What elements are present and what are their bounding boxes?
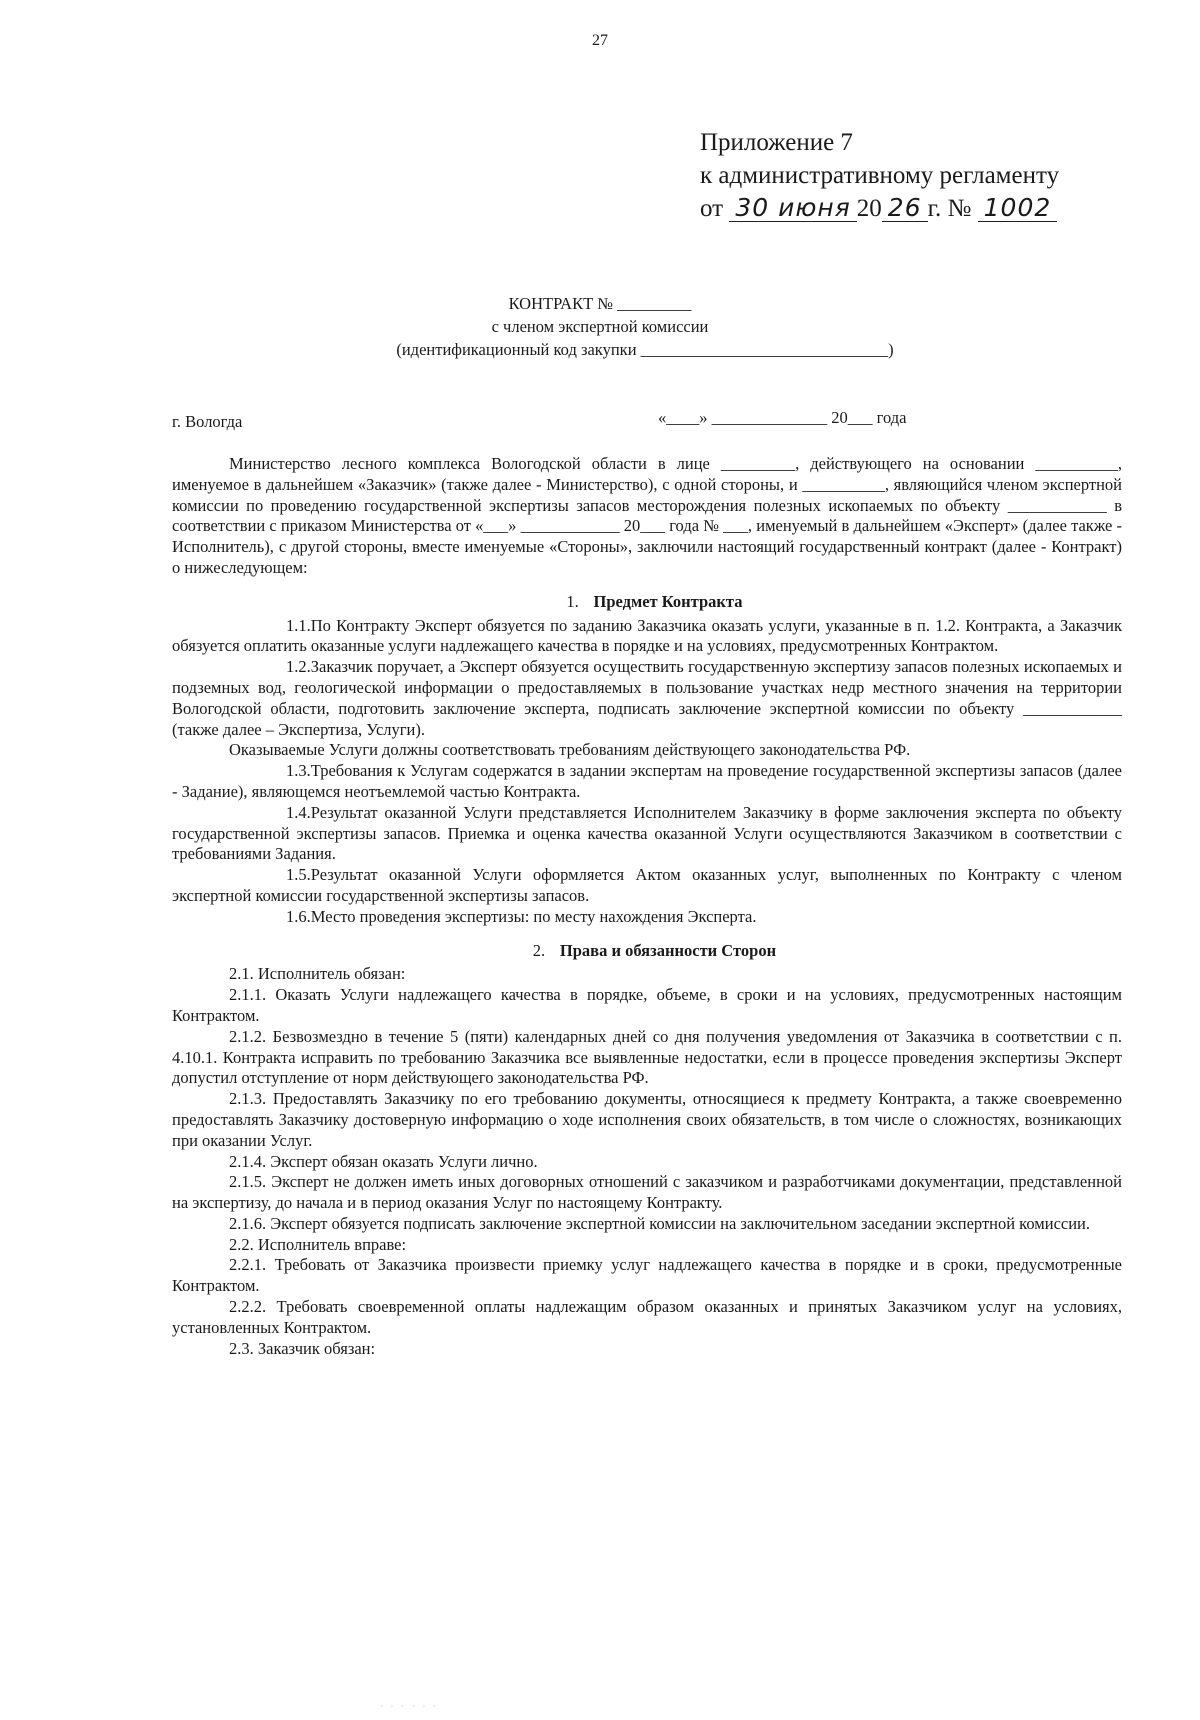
contract-title: КОНТРАКТ № _________ (508, 294, 692, 313)
clause-number: 1.4. (286, 802, 311, 822)
appendix-g-no: г. № (927, 195, 972, 222)
clause-paragraph (172, 657, 1122, 740)
clause-paragraph: 2.1.3. Предоставлять Заказчику по его требованию документы, относящиеся к предмету Контракта, а также своевременно предоставлять Заказчику достоверную информацию о ходе исполнения своих обязательств, в том числе о сложностях, возникающих при оказании Услуг. (172, 1089, 1122, 1150)
clause-text: По Контракту Эксперт обязуется по заданию Заказчика оказать услуги, указанные в п. 1.2. Контракта, а Заказчик обязуется оплатить оказанные услуги надлежащего качества в порядке и на условиях, предусмотренных Контрактом. (172, 615, 1122, 656)
contract-body (172, 454, 1122, 1359)
contract-date: «____» ______________ 20___ года (658, 408, 907, 427)
clause-number: 1.5. (286, 865, 311, 885)
appendix-ot: от (700, 195, 724, 222)
section-1-items (172, 616, 1122, 928)
clause-paragraph (172, 616, 1122, 658)
section-1-title: Предмет Контракта (593, 591, 743, 611)
clause-paragraph (172, 761, 1122, 803)
clause-paragraph (172, 740, 1122, 761)
clause-paragraph: 2.2.2. Требовать своевременной оплаты надлежащим образом оказанных и принятых Заказчиком услуг на условиях, установленных Контрактом. (172, 1297, 1122, 1337)
clause-number: 1.1. (286, 615, 311, 635)
clause-paragraph (172, 907, 1122, 928)
appendix-reference: к административному регламенту (700, 162, 1060, 189)
clause-text: Оказываемые Услуги должны соответствовать требованиям действующего законодательства РФ. (229, 740, 911, 760)
clause-paragraph (172, 803, 1122, 865)
clause-paragraph: 2.1.1. Оказать Услуги надлежащего качества в порядке, объеме, в сроки и на условиях, предусмотренных настоящим Контрактом. (172, 985, 1122, 1025)
clause-text: Результат оказанной Услуги оформляется Актом оказанных услуг, выполненных по Контракту с членом экспертной комиссии государственной экспертизы запасов. (172, 865, 1122, 905)
handwritten-year: 26 (882, 195, 928, 222)
scan-noise: · · · · · · (380, 1702, 439, 1711)
intro-paragraph: Министерство лесного комплекса Вологодской области в лице _________, действующего на основании __________, именуемое в дальнейшем «Заказчик» (также далее - Министерство), с одной стороны, и __________, являющийся членом экспертной комиссии по проведению государственной экспертизы запасов месторождения полезных ископаемых по объекту ____________ в соответствии с приказом Министерства от «___» ____________ 20___ года № ___, именуемый в дальнейшем «Эксперт» (далее также - Исполнитель), с другой стороны, вместе именуемые «Стороны», заключили настоящий государственный контракт (далее - Контракт) о нижеследующем: (172, 454, 1122, 577)
clause-text: Результат оказанной Услуги представляется Исполнителем Заказчику в форме заключения эксперта по объекту государственной экспертизы запасов. Приемка и оценка качества оказанной Услуги осуществляются Заказчиком в соответствии с требованиями Задания. (172, 802, 1122, 864)
section-2-items (172, 964, 1122, 1359)
appendix-block (700, 126, 1059, 225)
section-1-number: 1. (566, 591, 579, 611)
contract-subtitle: с членом экспертной комиссии (491, 317, 709, 336)
handwritten-number: 1002 (978, 195, 1058, 222)
clause-paragraph: 2.1.6. Эксперт обязуется подписать заключение экспертной комиссии на заключительном заседании экспертной комиссии. (229, 1213, 1091, 1233)
section-2-title: Права и обязанности Сторон (559, 940, 777, 960)
clause-text: Требования к Услугам содержатся в задании экспертам на проведение государственной экспертизы запасов (далее - Задание), являющемся неотъемлемой частью Контракта. (172, 761, 1122, 801)
section-2-heading (172, 941, 1122, 962)
page-number: 27 (592, 32, 608, 49)
clause-paragraph: 2.1.4. Эксперт обязан оказать Услуги лично. (229, 1151, 538, 1171)
purchase-id-code: (идентификационный код закупки ______________________________) (396, 340, 894, 359)
clause-paragraph: 2.2.1. Требовать от Заказчика произвести приемку услуг надлежащего качества в порядке и в сроки, предусмотренные Контрактом. (172, 1255, 1122, 1296)
clause-paragraph: 2.1. Исполнитель обязан: (229, 964, 406, 984)
clause-paragraph (172, 865, 1122, 907)
appendix-date-line (700, 192, 1059, 225)
appendix-title: Приложение 7 (700, 129, 853, 156)
handwritten-date: 30 июня (729, 195, 856, 222)
clause-number: 1.2. (286, 657, 311, 677)
clause-paragraph: 2.1.2. Безвозмездно в течение 5 (пяти) календарных дней со дня получения уведомления от Заказчика в соответствии с п. 4.10.1. Контракта исправить по требованию Заказчика все выявленные недостатки, если в процессе проведения экспертизы Эксперт допустил отступление от норм действующего законодательства РФ. (172, 1026, 1122, 1088)
clause-text: Заказчик поручает, а Эксперт обязуется осуществить государственную экспертизу запасов полезных ископаемых и подземных вод, геологической информации о предоставляемых в пользование участках недр местного значения на территории Вологодской области, подготовить заключение эксперта, подписать заключение экспертной комиссии по объекту ____________ (также далее – Экспертиза, Услуги). (172, 657, 1122, 739)
section-1-heading (172, 592, 1122, 613)
clause-paragraph: 2.2. Исполнитель вправе: (229, 1234, 407, 1254)
appendix-year-prefix: 20 (856, 195, 882, 222)
city: г. Вологда (172, 412, 243, 431)
clause-text: Место проведения экспертизы: по месту нахождения Эксперта. (310, 906, 757, 926)
clause-number: 1.3. (286, 761, 311, 781)
section-2-number: 2. (532, 940, 546, 960)
contract-header (0, 292, 1200, 361)
clause-paragraph: 2.1.5. Эксперт не должен иметь иных договорных отношений с заказчиком и разработчиками документации, представленной на экспертизу, до начала и в период оказания Услуг по настоящему Контракту. (172, 1172, 1122, 1213)
clause-paragraph: 2.3. Заказчик обязан: (229, 1338, 376, 1358)
clause-number: 1.6. (286, 906, 311, 926)
